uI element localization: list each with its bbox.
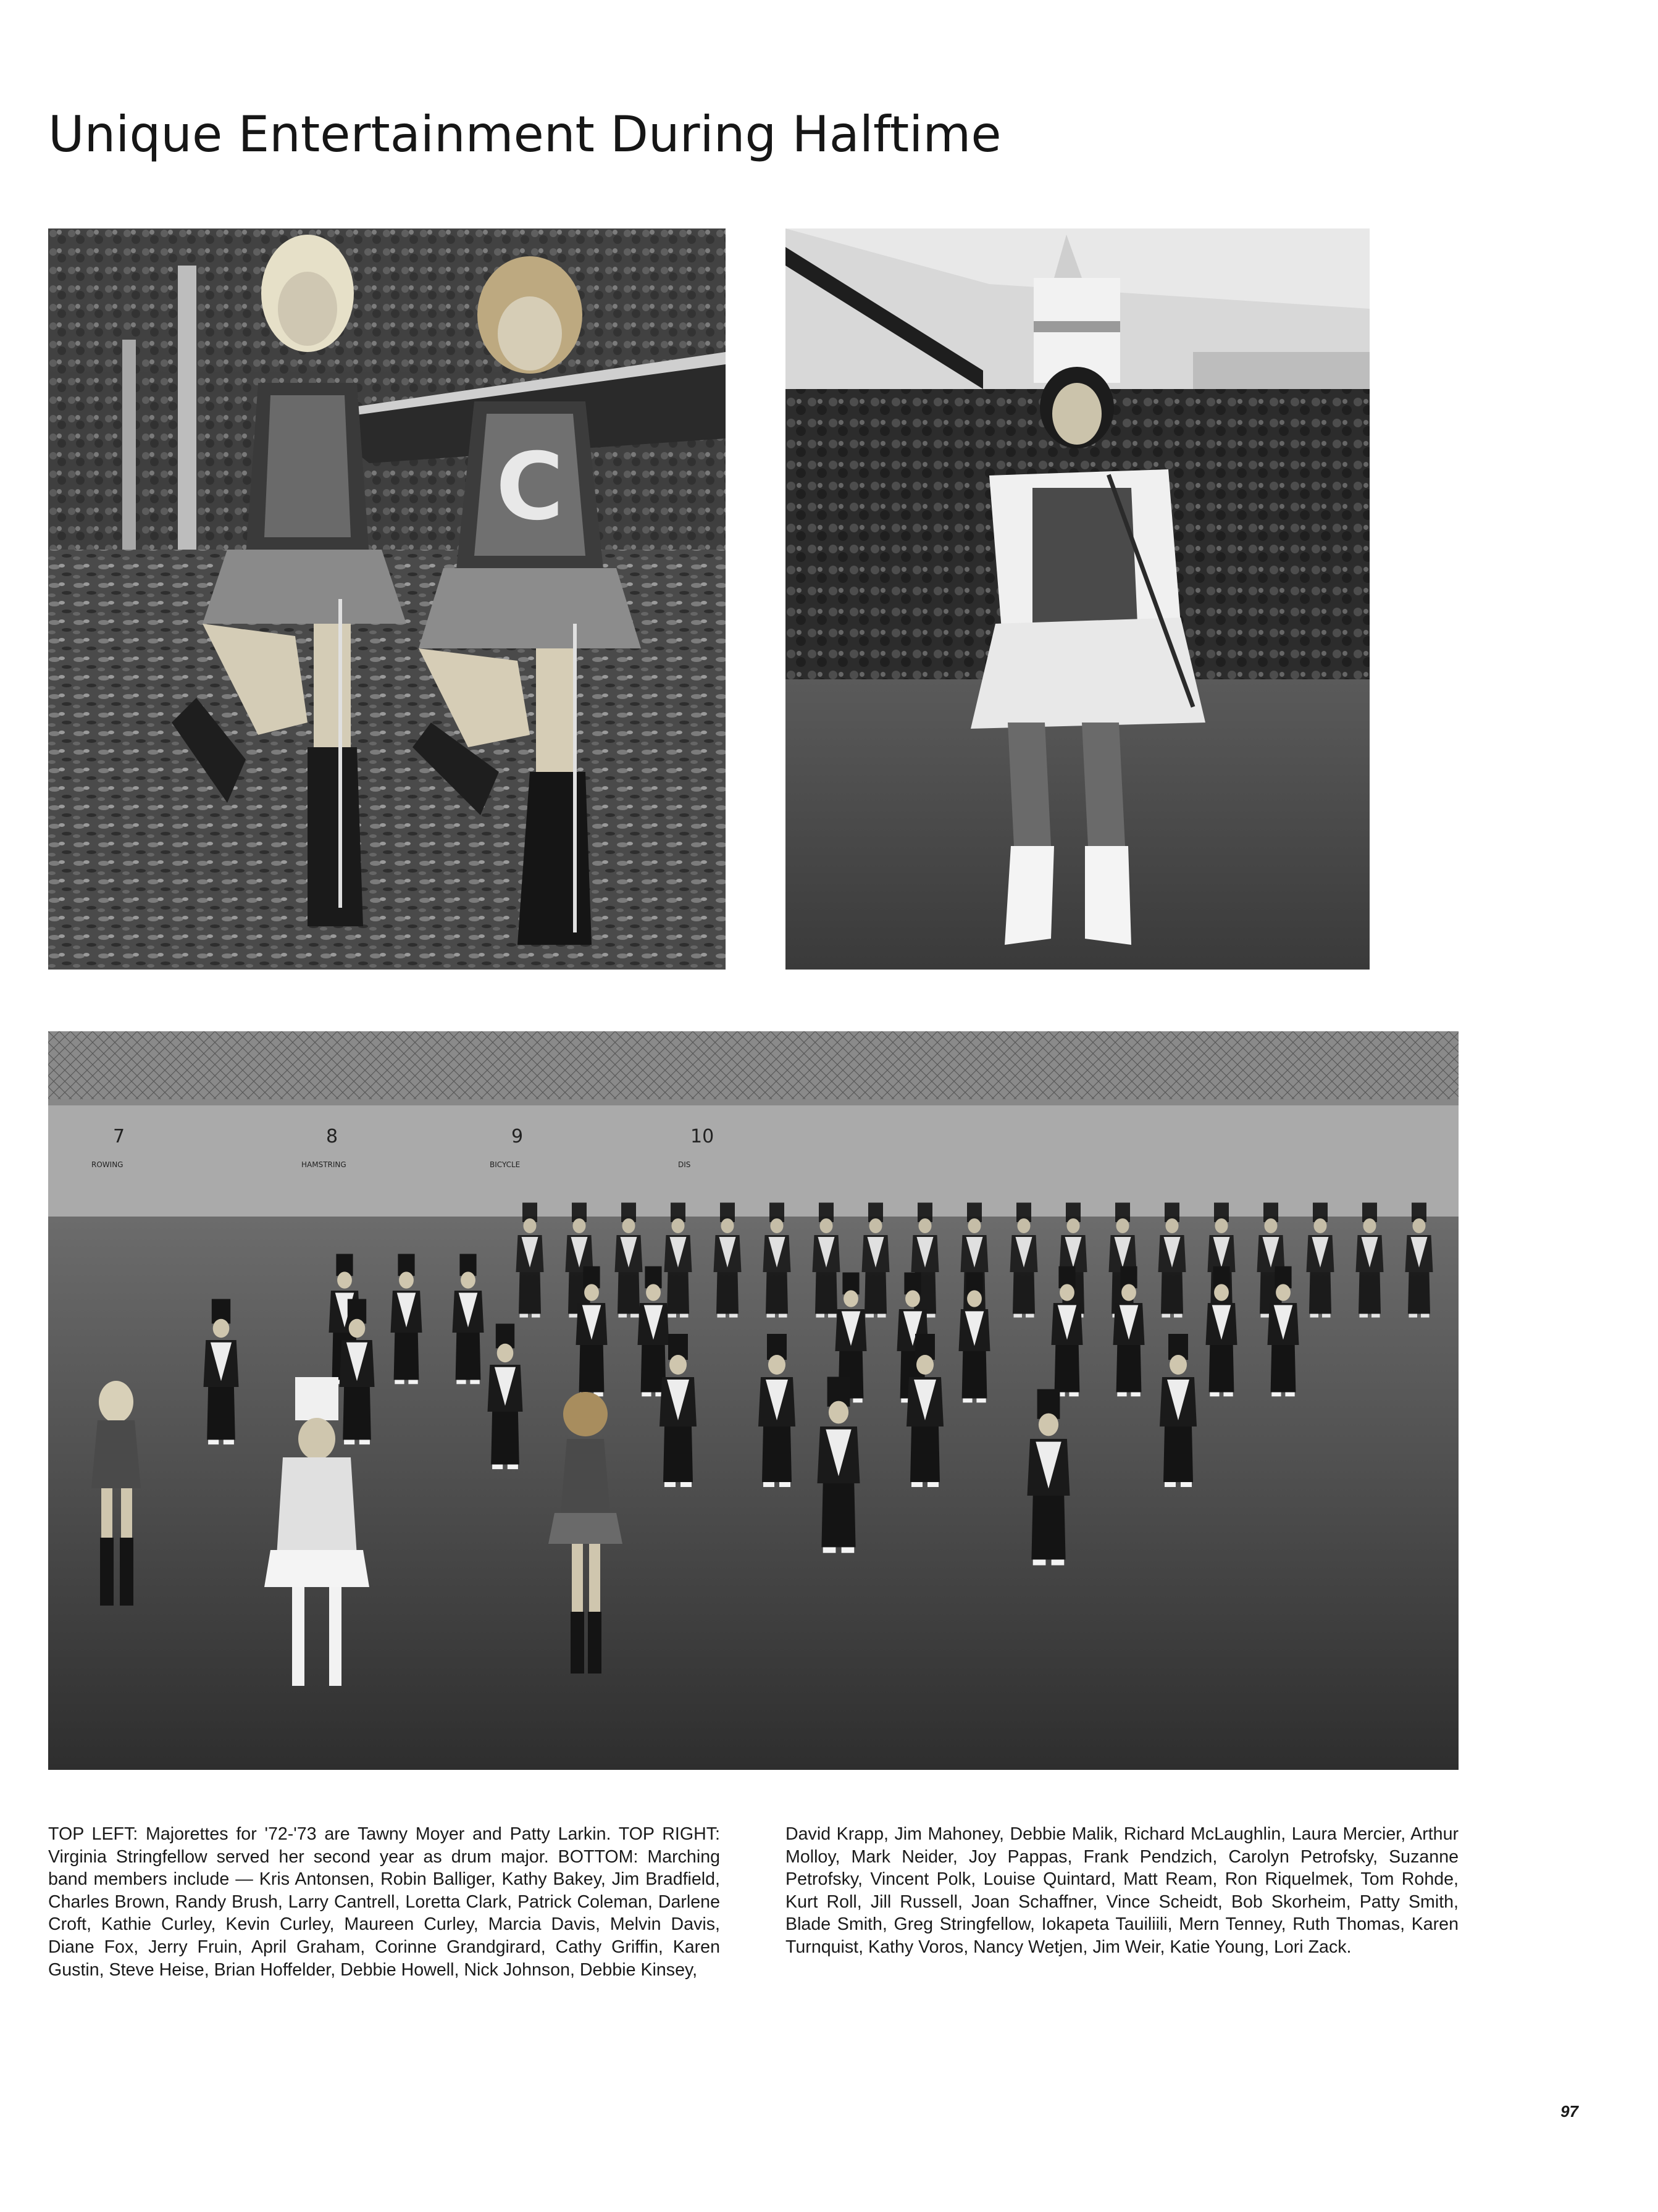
wall-number: 10	[690, 1126, 714, 1147]
marching-band-photo	[48, 1031, 1459, 1770]
wall-number: 9	[511, 1126, 524, 1147]
wall-number: 7	[113, 1126, 125, 1147]
wall-label: HAMSTRING	[301, 1160, 346, 1169]
caption-right-column: David Krapp, Jim Mahoney, Debbie Malik, Richard McLaughlin, Laura Mercier, Arthur Molloy, Mark Neider, Joy Pappas, Frank Pendzich, Carolyn Petrofsky, Suzanne Petrofsky, Vincent Polk, Louise Quintard, Matt Ream, Ron Riquelmek, Tom Rohde, Kurt Roll, Jill Russell, Joan Schaffner, Vince Scheidt, Bob Skorheim, Patty Smith, Blade Smith, Greg Stringfellow, Iokapeta Tauiliili, Mern Tenney, Ruth Thomas, Karen Turnquist, Kathy Voros, Nancy Wetjen, Jim Weir, Katie Young, Lori Zack.	[785, 1824, 1459, 1957]
wall-label: BICYCLE	[490, 1160, 521, 1169]
majorettes-photo	[48, 228, 726, 970]
wall-number: 8	[326, 1126, 338, 1147]
page-number: 97	[1560, 2102, 1578, 2121]
uniform-letter: C	[495, 434, 564, 541]
wall-label: DIS	[678, 1160, 691, 1169]
wall-label: ROWING	[91, 1160, 124, 1169]
drum-major-photo	[785, 228, 1370, 970]
page-title: Unique Entertainment During Halftime	[48, 106, 1002, 163]
caption-left-column: TOP LEFT: Majorettes for '72-'73 are Tawny Moyer and Patty Larkin. TOP RIGHT: Virginia Stringfellow served her second year as drum major. BOTTOM: Marching band members include — Kris Antonsen, Robin Balliger, Kathy Bakey, Jim Bradfield, Charles Brown, Randy Brush, Larry Cantrell, Loretta Clark, Patrick Coleman, Darlene Croft, Kathie Curley, Kevin Curley, Maureen Curley, Marcia Davis, Melvin Davis, Diane Fox, Jerry Fruin, April Graham, Corinne Grandgirard, Cathy Griffin, Karen Gustin, Steve Heise, Brian Hoffelder, Debbie Howell, Nick Johnson, Debbie Kinsey,	[48, 1824, 720, 1980]
